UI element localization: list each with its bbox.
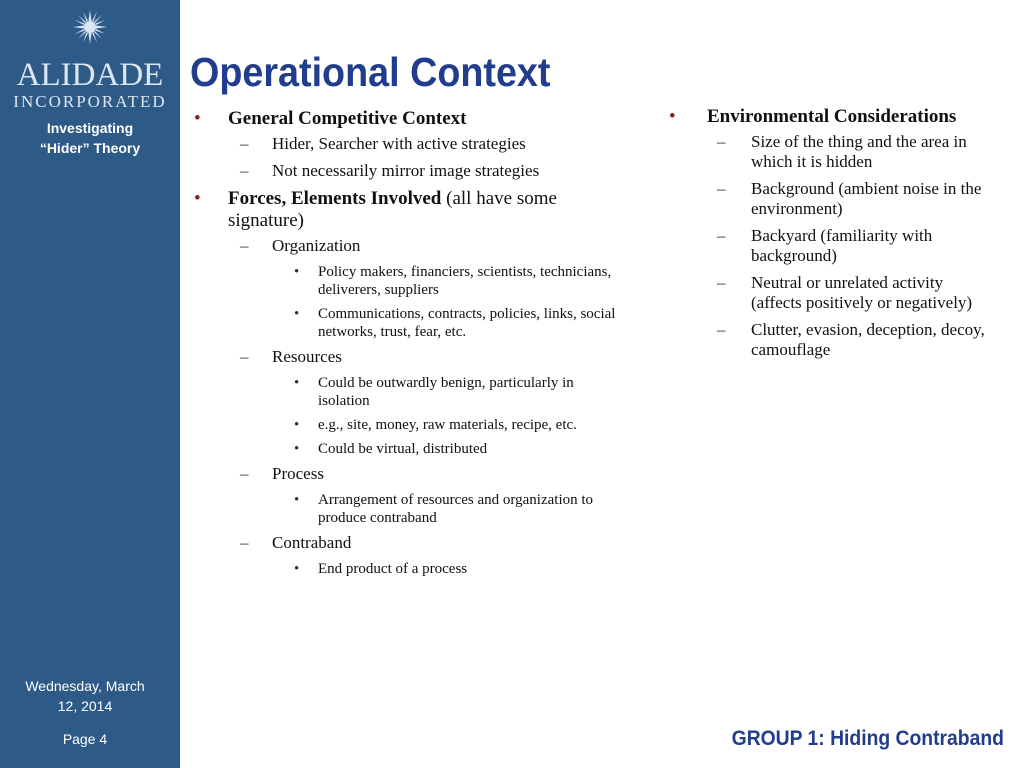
logo-name: ALIDADE (16, 57, 164, 93)
sub-bullet-text: Organization (272, 236, 361, 255)
sub-bullet-organization: – Organization (240, 236, 361, 255)
bullet-label-rest: (all have some signature) (228, 188, 557, 231)
detail-bullet-text: End product of a process (318, 561, 468, 577)
bullet-forces-elements (190, 188, 620, 232)
sub-bullet-text: Process (272, 464, 324, 483)
sidebar-divider (180, 0, 182, 768)
sub-bullet: – Neutral or unrelated activity (affects positively or negatively) (717, 273, 973, 312)
bullet-label-bold: Forces, Elements Involved (228, 188, 442, 209)
footer-group-label: GROUP 1: Hiding Contraband (731, 727, 1004, 750)
sub-bullet-contraband: – Contraband (240, 533, 352, 552)
sub-bullet-text: Size of the thing and the area in which it is hidden (751, 132, 967, 171)
sidebar-date (0, 676, 170, 716)
detail-bullet-text: Arrangement of resources and organization to produce contraband (318, 492, 594, 526)
sidebar (0, 0, 180, 768)
logo-subtitle: INCORPORATED (13, 92, 167, 111)
sub-bullet-text: Backyard (familiarity with background) (751, 226, 933, 265)
sidebar-date-line2: 12, 2014 (57, 698, 113, 714)
detail-bullet: • End product of a process (294, 561, 468, 577)
sidebar-caption-line1: Investigating (46, 120, 134, 136)
detail-bullet: • e.g., site, money, raw materials, recipe, etc. (294, 417, 577, 433)
bullet-dot: • (194, 108, 201, 129)
right-column (665, 106, 995, 367)
sub-bullet: – Background (ambient noise in the environment) (717, 179, 982, 218)
sub-bullet-text: Clutter, evasion, deception, decoy, camouflage (751, 320, 985, 359)
sub-bullet-text: Contraband (272, 533, 352, 552)
sub-bullet-text: Resources (272, 347, 342, 366)
sub-bullet: – Backyard (familiarity with background) (717, 226, 933, 265)
bullet-label: Environmental Considerations (707, 106, 957, 127)
left-column (190, 106, 620, 584)
sidebar-caption (0, 118, 180, 158)
bullet-label: General Competitive Context (228, 108, 467, 129)
detail-bullet: • Arrangement of resources and organization to produce contraband (294, 492, 594, 526)
sub-bullet: – Clutter, evasion, deception, decoy, camouflage (717, 320, 985, 359)
bullet-environmental (665, 106, 995, 128)
detail-bullet-text: Communications, contracts, policies, links, social networks, trust, fear, etc. (318, 306, 616, 340)
sub-bullet-process: – Process (240, 464, 324, 483)
sidebar-date-line1: Wednesday, March (25, 678, 145, 694)
bullet-general-context (190, 108, 620, 130)
sub-bullet-text: Background (ambient noise in the environment) (751, 179, 982, 218)
sub-bullet: – Size of the thing and the area in which it is hidden (717, 132, 967, 171)
sunburst-logo-icon (73, 10, 107, 44)
detail-bullet: • Could be virtual, distributed (294, 441, 488, 457)
detail-bullet: • Communications, contracts, policies, links, social networks, trust, fear, etc. (294, 306, 616, 340)
sidebar-caption-line2: “Hider” Theory (39, 140, 141, 156)
detail-bullet-text: e.g., site, money, raw materials, recipe, etc. (318, 417, 577, 433)
bullet-dot: • (669, 106, 676, 127)
sub-bullet-resources: – Resources (240, 347, 342, 366)
detail-bullet: • Policy makers, financiers, scientists, technicians, deliverers, suppliers (294, 264, 612, 298)
detail-bullet-text: Could be virtual, distributed (318, 441, 488, 457)
sub-bullet: – Not necessarily mirror image strategies (240, 161, 540, 180)
slide-title: Operational Context (190, 49, 551, 95)
sub-bullet-text: Not necessarily mirror image strategies (272, 161, 540, 180)
detail-bullet: • Could be outwardly benign, particularly in isolation (294, 375, 574, 409)
sub-bullet-text: Hider, Searcher with active strategies (272, 134, 526, 153)
detail-bullet-text: Policy makers, financiers, scientists, technicians, deliverers, suppliers (318, 264, 612, 298)
sub-bullet-text: Neutral or unrelated activity (affects positively or negatively) (751, 273, 973, 312)
detail-bullet-text: Could be outwardly benign, particularly in isolation (318, 375, 574, 409)
bullet-dot: • (194, 188, 201, 209)
page-number: Page 4 (62, 731, 108, 747)
sub-bullet: – Hider, Searcher with active strategies (240, 134, 526, 153)
